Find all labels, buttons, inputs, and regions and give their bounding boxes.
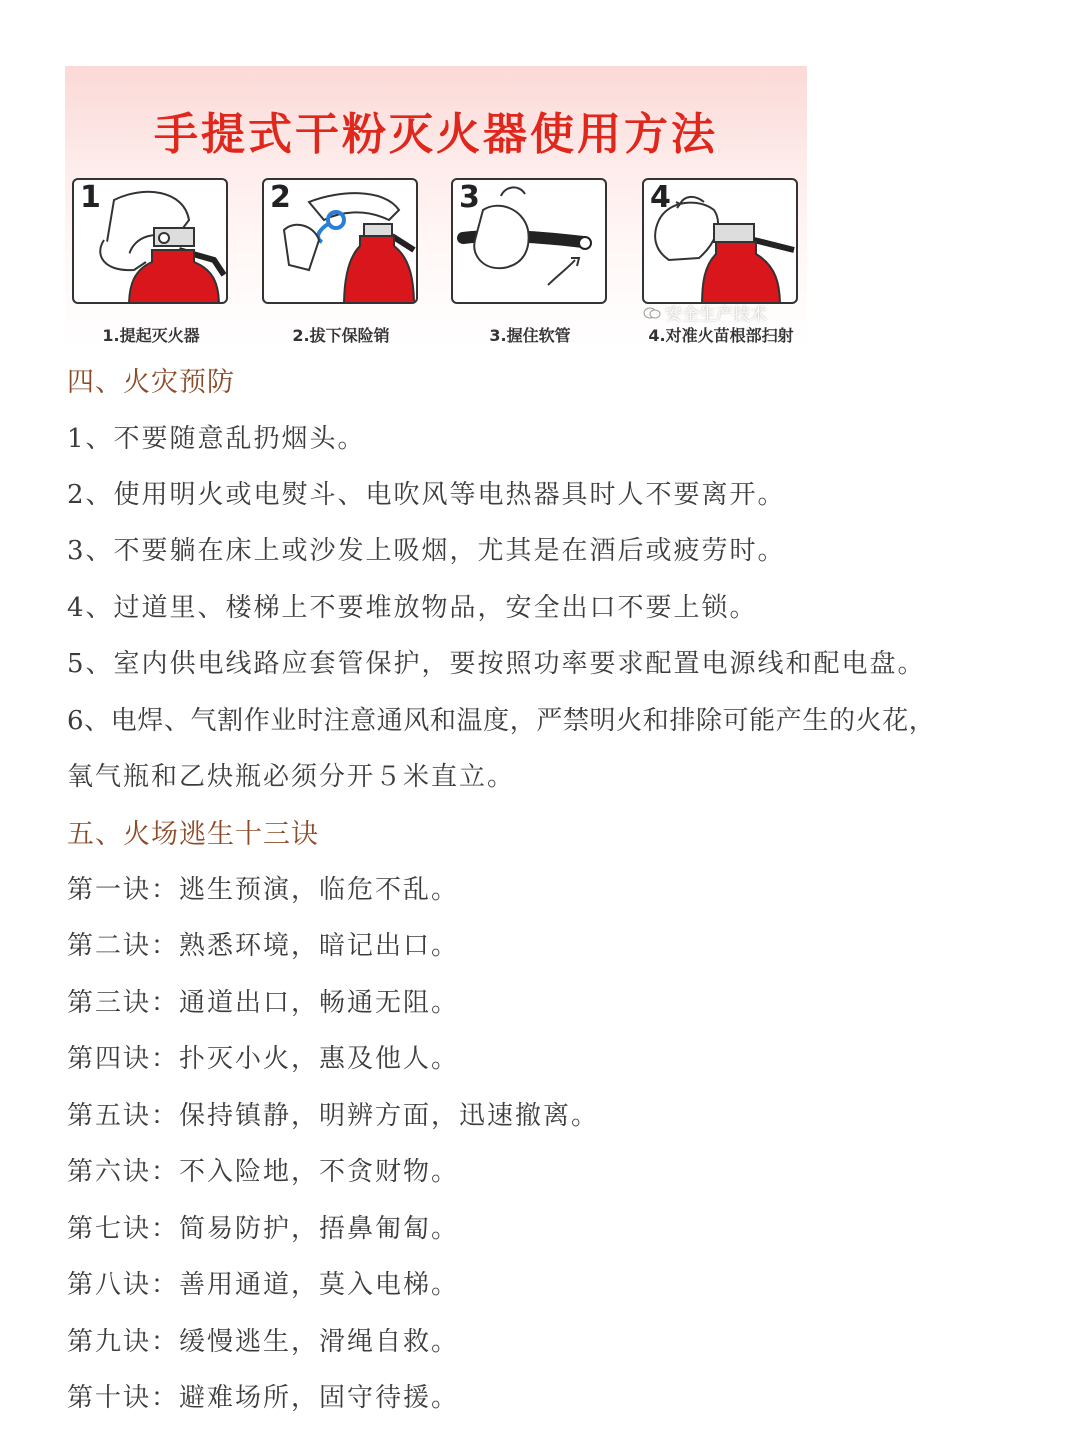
- step-3-caption: 3.握住软管: [489, 326, 571, 345]
- extinguisher-infographic: [65, 66, 807, 348]
- prevention-item: 4、过道里、楼梯上不要堆放物品，安全出口不要上锁。: [67, 593, 758, 623]
- escape-tip: 第九诀：缓慢逃生，滑绳自救。: [67, 1327, 460, 1357]
- step-4-panel: [642, 178, 798, 304]
- watermark-text: 安全生产技术: [665, 305, 767, 325]
- step-number: 3: [459, 180, 480, 215]
- escape-tip: 第四诀：扑灭小火，惠及他人。: [67, 1044, 460, 1074]
- escape-tip: 第七诀：简易防护，捂鼻匍匐。: [67, 1214, 460, 1244]
- step-2-panel: [262, 178, 418, 304]
- escape-tip: 第三诀：通道出口，畅通无阻。: [67, 988, 460, 1018]
- escape-tip: 第二诀：熟悉环境，暗记出口。: [67, 931, 460, 961]
- prevention-item: 2、使用明火或电熨斗、电吹风等电热器具时人不要离开。: [67, 480, 786, 510]
- infographic-title: 手提式干粉灭火器使用方法: [154, 109, 718, 160]
- escape-tip: 第八诀：善用通道，莫入电梯。: [67, 1270, 460, 1300]
- escape-tip: 第十诀：避难场所，固守待援。: [67, 1383, 460, 1413]
- step-number: 1: [80, 180, 101, 215]
- escape-tip: 第六诀：不入险地，不贪财物。: [67, 1157, 460, 1187]
- escape-tip: 第一诀：逃生预演，临危不乱。: [67, 875, 460, 905]
- watermark: [643, 300, 767, 325]
- prevention-item: 5、室内供电线路应套管保护，要按照功率要求配置电源线和配电盘。: [67, 649, 926, 679]
- section-heading-prevention: 四、火灾预防: [67, 367, 235, 398]
- step-1-panel: [72, 178, 228, 304]
- step-2-caption: 2.拔下保险销: [292, 326, 390, 345]
- prevention-item: 1、不要随意乱扔烟头。: [67, 424, 366, 454]
- prevention-item-continued: 氧气瓶和乙炔瓶必须分开５米直立。: [67, 762, 516, 792]
- wechat-icon: [643, 307, 661, 319]
- escape-tip: 第五诀：保持镇静，明辨方面，迅速撤离。: [67, 1101, 600, 1131]
- step-number: 2: [270, 180, 291, 215]
- step-1-caption: 1.提起灭火器: [102, 326, 200, 345]
- section-heading-escape: 五、火场逃生十三诀: [67, 819, 319, 850]
- step-3-panel: [451, 178, 607, 304]
- step-number: 4: [650, 180, 671, 215]
- step-4-caption: 4.对准火苗根部扫射: [648, 326, 794, 345]
- prevention-item: 6、电焊、气割作业时注意通风和温度，严禁明火和排除可能产生的火花，: [67, 706, 936, 736]
- prevention-item: 3、不要躺在床上或沙发上吸烟，尤其是在酒后或疲劳时。: [67, 536, 786, 566]
